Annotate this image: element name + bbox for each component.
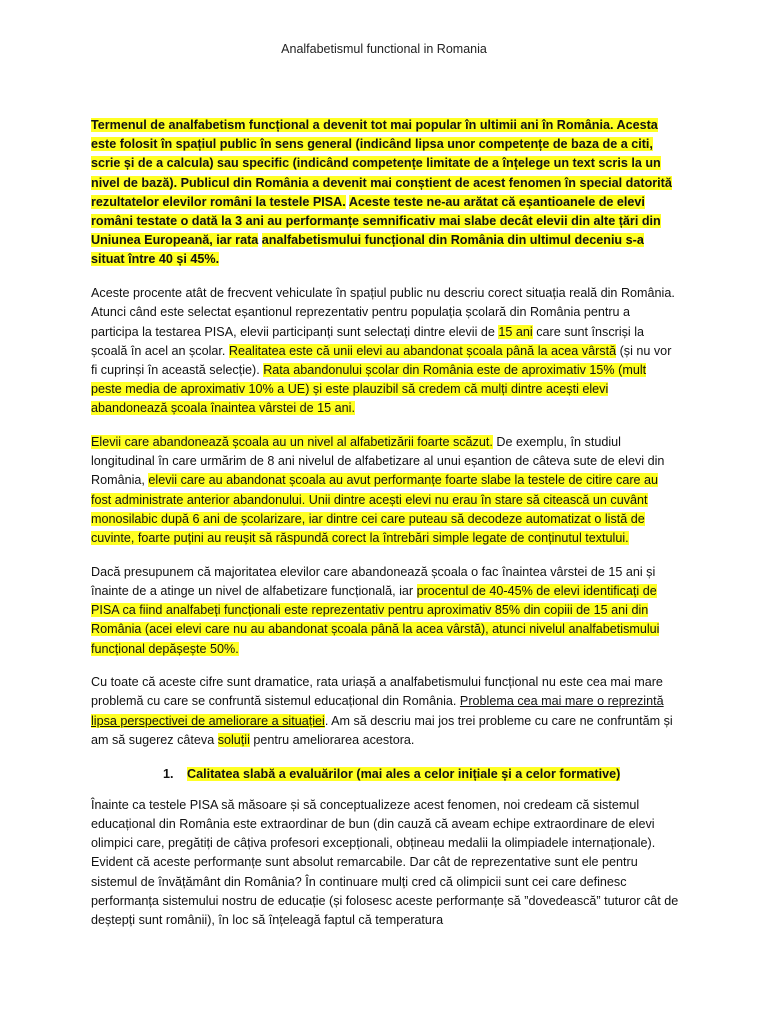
underlined-text: Problema cea mai mare o reprezintă [459, 694, 664, 709]
list-number: 1. [163, 766, 174, 781]
numbered-heading-1 [163, 765, 679, 784]
underlined-highlight: lipsa perspectivei de ameliorare a situației [91, 713, 325, 728]
highlight: elevii care au abandonat școala au avut performanțe foarte slabe la testele de citire care au fost administrate anterior abandonului. Unii dintre acești elevi nu erau în stare să citească un cuvânt monosilabic după 6 ani de școlarizare, iar dintre cei care puteau să decodeze automatizat o listă de cuvinte, foarte puțini au reușit să răspundă corect la întrebări simple legate de conținutul textului. [91, 473, 659, 546]
highlight: Rata abandonului școlar din România este de aproximativ 15% (mult peste media de aproximativ 10% a UE) și este plauzibil să credem că mulți dintre acești elevi abandonează școala înaintea vârstei de 15 ani. [91, 362, 647, 416]
text-run: De exemplu, în studiul longitudinal în care urmărim de 8 ani nivelul de alfabetizare al unui eșantion de câteva sute de elevi din România, [91, 435, 665, 488]
paragraph-2 [91, 284, 679, 418]
text-run: (și nu vor fi cuprinși în această selecție). [91, 343, 672, 377]
text-run: Dacă presupunem că majoritatea elevilor care abandonează școala o fac înaintea vârstei de 15 ani și înainte de a atinge un nivel de alfabetizare funcțională, iar [91, 564, 656, 598]
highlight: Calitatea slabă a evaluărilor (mai ales a celor inițiale și a celor formative) [187, 766, 621, 781]
text-run: care sunt înscriși la școală în acel an școlar. [91, 324, 645, 358]
document-body [91, 116, 679, 945]
paragraph-5 [91, 673, 679, 750]
text-run: Aceste procente atât de frecvent vehiculate în spațiul public nu descriu corect situația reală din România. Atunci când este selectat eșantionul reprezentativ pentru populația școlară din România pentru a participa la testarea PISA, elevii participanți sunt selectați dintre elevii de [91, 286, 675, 339]
paragraph-6 [91, 796, 679, 930]
highlight: Elevii care abandonează școala au un nivel al alfabetizării foarte scăzut. [91, 435, 493, 450]
paragraph-4 [91, 563, 679, 659]
text-run: pentru ameliorarea acestora. [253, 732, 415, 747]
highlight: Realitatea este că unii elevi au abandonat școala până la acea vârstă [228, 343, 617, 358]
highlight: soluții [217, 732, 250, 747]
paragraph-3 [91, 433, 679, 548]
text-run: Cu toate că aceste cifre sunt dramatice, rata uriașă a analfabetismului funcțional nu este cea mai mare problemă cu care se confruntă sistemul educațional din România. [91, 675, 663, 709]
text-run: . Am să descriu mai jos trei probleme cu care ne confruntăm și am să sugerez câteva [91, 713, 673, 747]
highlight: 15 ani [498, 324, 533, 339]
document-title: Analfabetismul functional in Romania [281, 42, 487, 56]
paragraph-1 [91, 116, 679, 270]
highlight: analfabetismului funcțional din România din ultimul deceniu s-a situat între 40 și 45%. [91, 233, 644, 267]
highlight: procentul de 40-45% de elevi identificați de PISA ca fiind analfabeți funcționali este reprezentativ pentru aproximativ 85% din copiii de 15 ani din România (acei elevi care nu au abandonat școala până la acea vârstă), atunci nivelul analfabetismului funcțional depășește 50%. [91, 583, 660, 656]
highlight: Termenul de analfabetism funcțional a devenit tot mai popular în ultimii ani în România. Acesta este folosit în spațiul public în sens general (indicând lipsa unor competențe de baza de a citi, scrie și de a calcula) sau specific (indicând competențe limitate de a înțelege un text scris la un nivel de bază). Publicul din România a devenit mai conștient de acest fenomen în special datorită rezultatelor elevilor români la testele PISA. [91, 118, 672, 209]
highlight: Aceste teste ne-au arătat că eșantioanele de elevi români testate o dată la 3 ani au performanțe semnificativ mai slabe decât elevii din alte țări din Uniunea Europeană, iar rata [91, 194, 661, 248]
text-run: Înainte ca testele PISA să măsoare și să conceptualizeze acest fenomen, noi credeam că sistemul educațional din România este extraordinar de bun (din cauză că aveam echipe extraordinare de elevi olimpici care, pregătiți de câțiva profesori excepționali, obțineau medalii la olimpiadele internaționale). Evident că aceste performanțe sunt absolut remarcabile. Dar cât de reprezentative sunt ele pentru sistemul de învățământ din România? În continuare mulți cred că olimpicii sunt cei care definesc performanța sistemului nostru de educație (și folosesc aceste performanțe să ”dovedească” tuturor cât de deștepți sunt românii), în loc să înțeleagă faptul că temperatura [91, 797, 679, 928]
